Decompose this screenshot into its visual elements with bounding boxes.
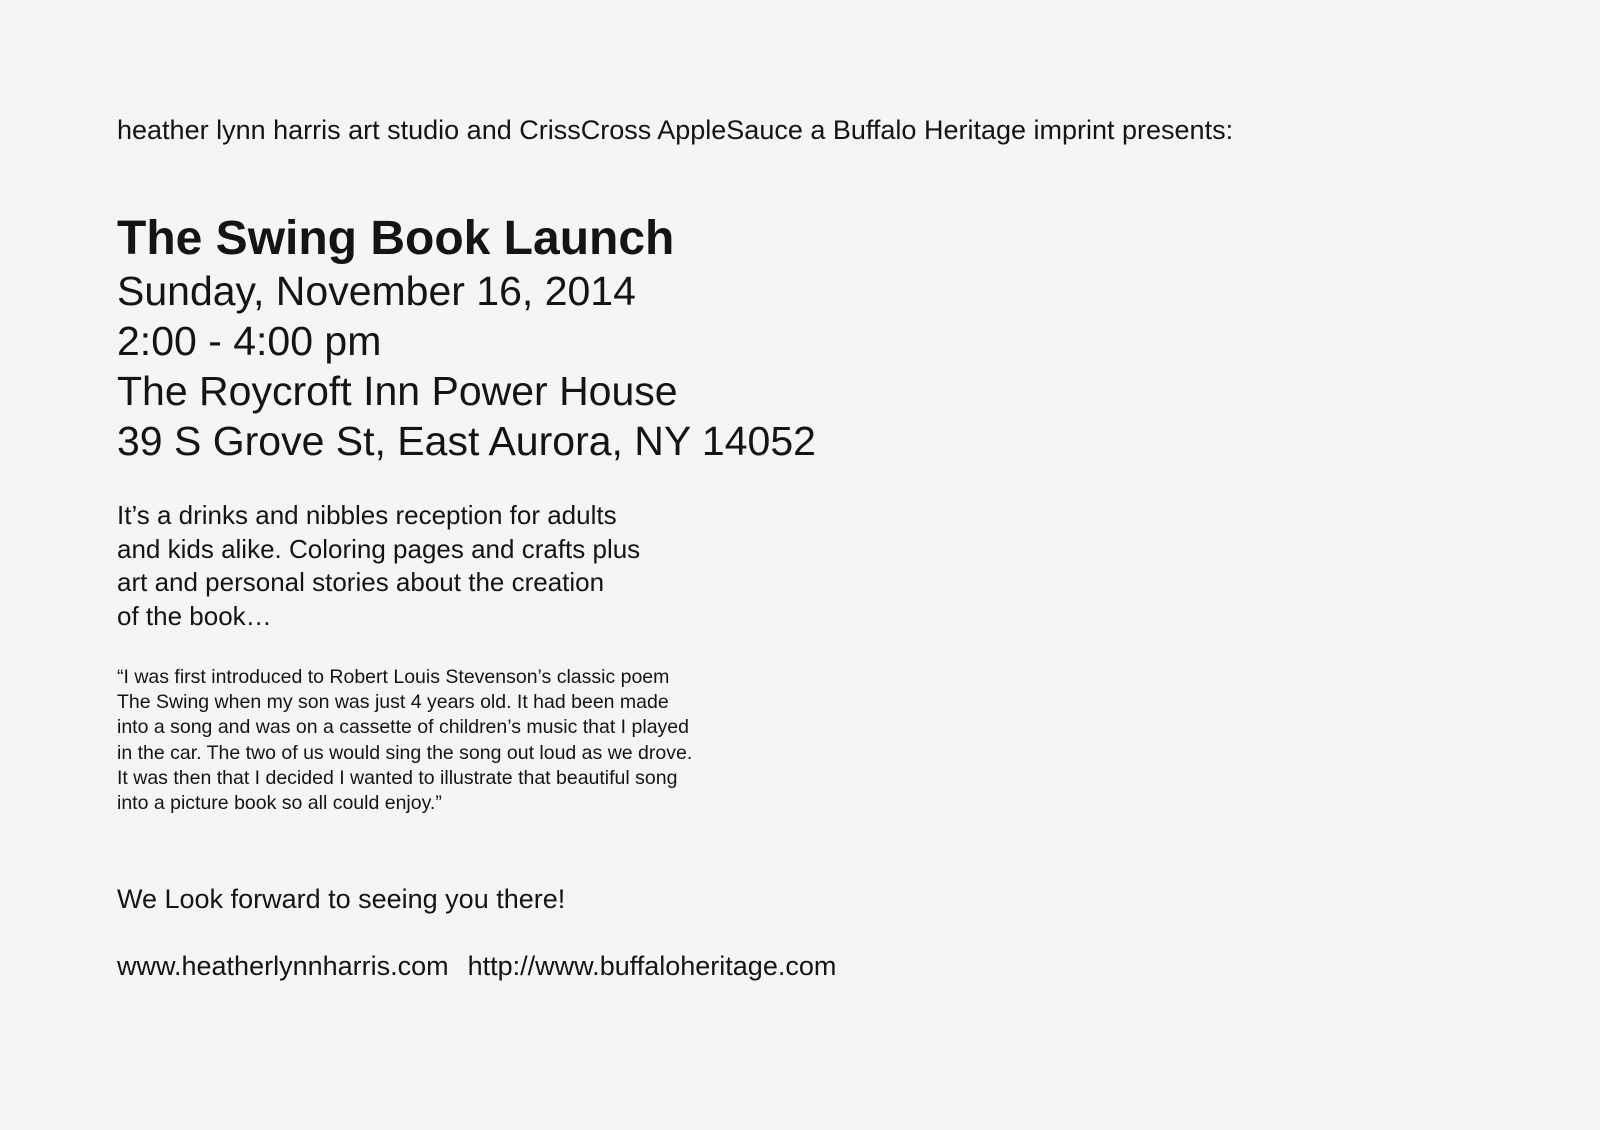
quote-line: into a song and was on a cassette of children’s music that I played <box>117 716 689 739</box>
description-line: art and personal stories about the creation <box>117 567 605 597</box>
event-time: 2:00 - 4:00 pm <box>117 318 382 364</box>
description-line: of the book… <box>117 600 272 631</box>
event-date: Sunday, November 16, 2014 <box>117 268 636 314</box>
presenter-line: heather lynn harris art studio and CrissCross AppleSauce a Buffalo Heritage imprint presents: <box>117 115 1234 145</box>
closing-message: We Look forward to seeing you there! <box>117 884 566 914</box>
event-description <box>117 499 640 633</box>
quote-line: The Swing when my son was just 4 years old. It had been made <box>117 691 669 714</box>
event-venue: The Roycroft Inn Power House <box>117 368 678 414</box>
description-line: and kids alike. Coloring pages and crafts plus <box>117 533 641 564</box>
event-title: The Swing Book Launch <box>117 212 675 265</box>
event-address: 39 S Grove St, East Aurora, NY 14052 <box>117 418 816 464</box>
description-line: It’s a drinks and nibbles reception for adults <box>117 500 617 530</box>
author-quote <box>117 665 692 816</box>
quote-line: It was then that I decided I wanted to illustrate that beautiful song <box>117 766 678 789</box>
publisher-website-link[interactable]: http://www.buffaloheritage.com <box>467 951 837 981</box>
quote-line: “I was first introduced to Robert Louis Stevenson’s classic poem <box>117 666 670 688</box>
quote-line: in the car. The two of us would sing the song out loud as we drove. <box>117 741 693 764</box>
studio-website-link[interactable]: www.heatherlynnharris.com <box>117 951 449 981</box>
event-details <box>117 212 816 466</box>
website-links <box>117 950 836 982</box>
quote-line: into a picture book so all could enjoy.” <box>117 792 442 815</box>
